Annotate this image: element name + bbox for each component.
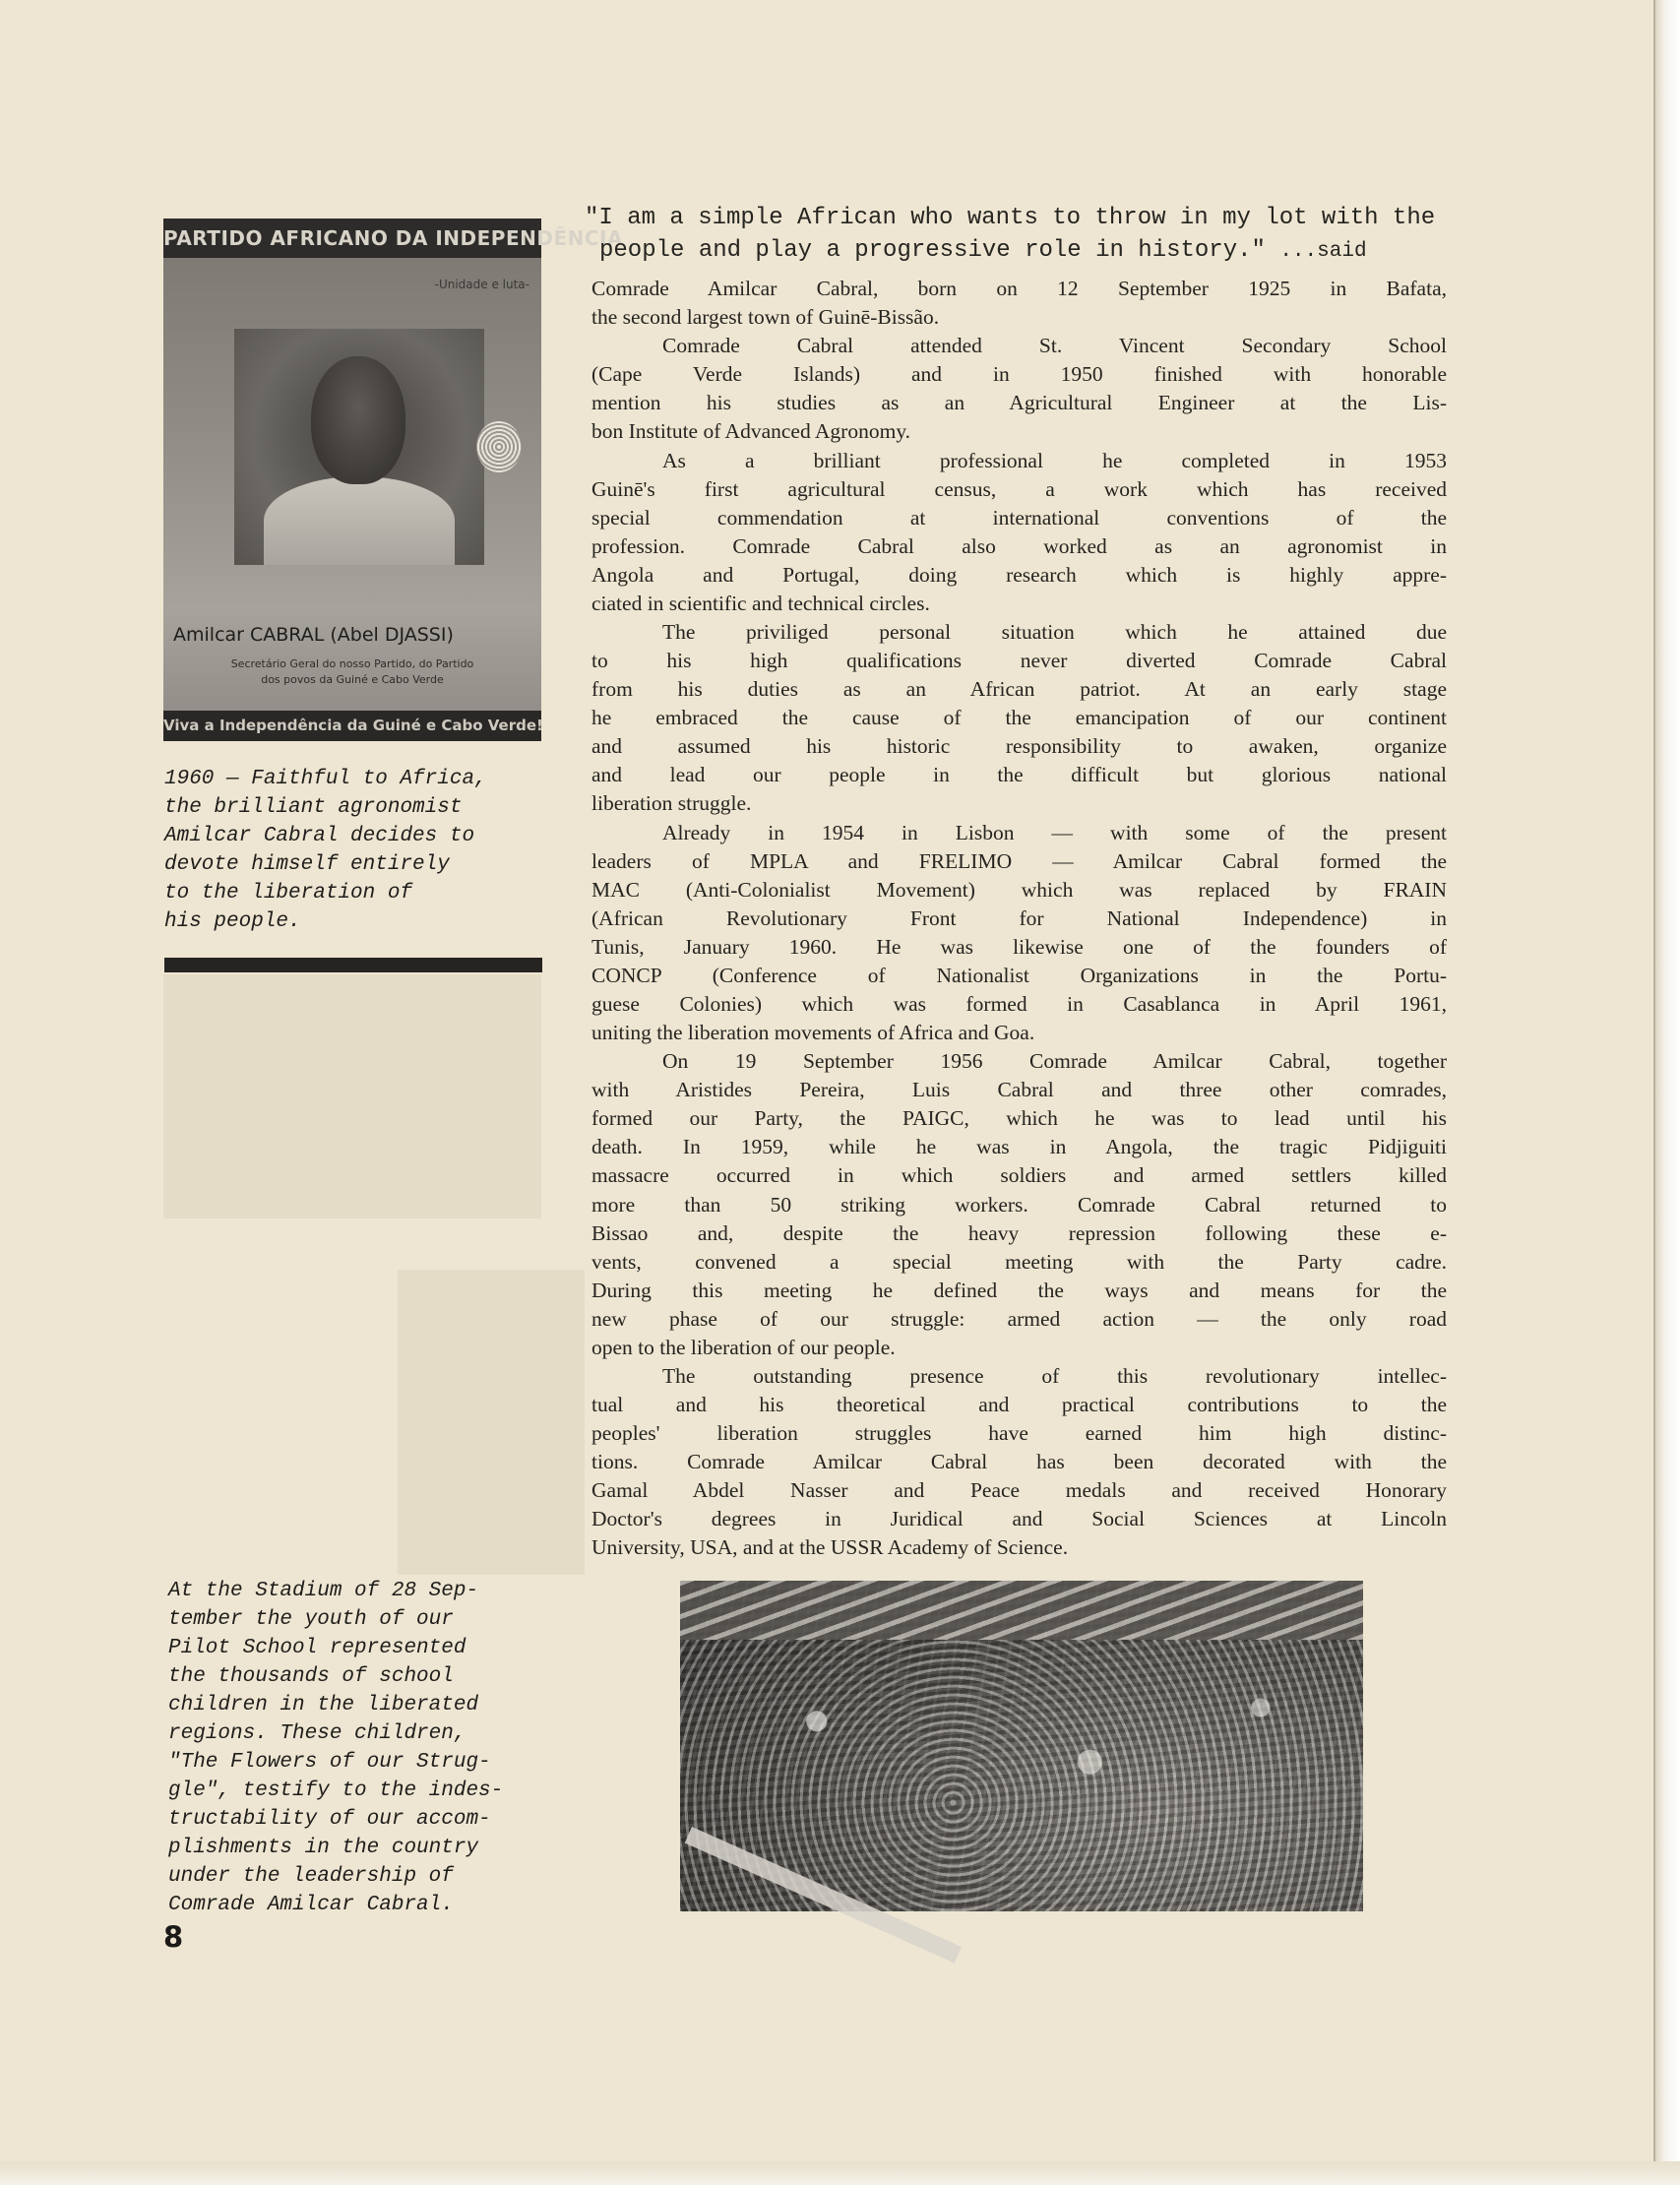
body-line: ciated in scientific and technical circles.	[591, 592, 930, 615]
body-line: massacre occurred in which soldiers and armed settlers killed	[591, 1163, 1447, 1187]
caption-bottom-line: regions. These children,	[168, 1722, 467, 1745]
body-line: the second largest town of Guinē-Bissão.	[591, 305, 940, 329]
body-line: As a brilliant professional he completed in 1953	[662, 449, 1447, 472]
body-line: formed our Party, the PAIGC, which he was to lead until his	[591, 1106, 1447, 1130]
page-number: 8	[163, 1920, 184, 1954]
body-line: vents, convened a special meeting with the Party cadre.	[591, 1250, 1447, 1274]
portrait-head	[311, 356, 405, 484]
body-line: tual and his theoretical and practical contributions to the	[591, 1393, 1447, 1416]
page-bottom-edge	[0, 2161, 1680, 2185]
caption-top-line: Amilcar Cabral decides to	[164, 825, 475, 847]
portrait-image	[234, 329, 484, 565]
caption-bottom-line: plishments in the country	[168, 1837, 479, 1859]
body-line: MAC (Anti-Colonialist Movement) which was replaced by FRAIN	[591, 878, 1447, 902]
body-line: death. In 1959, while he was in Angola, the tragic Pidjiguiti	[591, 1135, 1447, 1158]
portrait-shoulders	[264, 476, 455, 565]
poster-secretary-line-2: dos povos da Guiné e Cabo Verde	[261, 673, 444, 686]
body-line: Already in 1954 in Lisbon — with some of the present	[662, 821, 1447, 844]
caption-top-line: devote himself entirely	[164, 853, 450, 876]
body-line: and assumed his historic responsibility to awaken, organize	[591, 734, 1447, 758]
body-line: The priviliged personal situation which he attained due	[662, 620, 1447, 644]
body-line: During this meeting he defined the ways and means for the	[591, 1279, 1447, 1302]
body-line: to his high qualifications never diverted Comrade Cabral	[591, 649, 1447, 672]
bleed-through-block-middle	[398, 1270, 585, 1575]
caption-bottom-line: "The Flowers of our Strug-	[168, 1751, 491, 1774]
body-line: mention his studies as an Agricultural Engineer at the Lis-	[591, 391, 1447, 414]
quote-line-2	[599, 234, 1465, 268]
page-right-edge	[1653, 0, 1680, 2185]
quote-said: ...said	[1279, 240, 1367, 263]
section-rule	[164, 958, 542, 972]
body-line: The outstanding presence of this revolutionary intellec-	[662, 1364, 1447, 1388]
caption-bottom-line: Comrade Amilcar Cabral.	[168, 1894, 454, 1916]
caption-bottom-line: At the Stadium of 28 Sep-	[168, 1580, 479, 1602]
body-line: Comrade Amilcar Cabral, born on 12 September 1925 in Bafata,	[591, 277, 1447, 300]
body-line: Angola and Portugal, doing research which is highly appre-	[591, 563, 1447, 587]
poster-footer: Viva a Independência da Guiné e Cabo Verde!	[163, 711, 541, 741]
body-line: tions. Comrade Amilcar Cabral has been decorated with the	[591, 1450, 1447, 1473]
caption-bottom-line: children in the liberated	[168, 1694, 479, 1717]
caption-bottom-line: Pilot School represented	[168, 1637, 467, 1659]
caption-bottom-line: tember the youth of our	[168, 1608, 454, 1631]
body-line: from his duties as an African patriot. At an early stage	[591, 677, 1447, 701]
body-line: On 19 September 1956 Comrade Amilcar Cabral, together	[662, 1049, 1447, 1073]
body-line: peoples' liberation struggles have earned him high distinc-	[591, 1421, 1447, 1445]
caption-top-line: his people.	[164, 910, 301, 933]
body-line: profession. Comrade Cabral also worked as an agronomist in	[591, 534, 1447, 558]
body-line: open to the liberation of our people.	[591, 1336, 896, 1359]
poster-header: PARTIDO AFRICANO DA INDEPENDÊNCIA	[163, 218, 541, 258]
caption-top-line: to the liberation of	[164, 882, 413, 905]
stamp-seal	[476, 421, 522, 472]
body-line: (Cape Verde Islands) and in 1950 finished with honorable	[591, 362, 1447, 386]
body-line: Guinē's first agricultural census, a work which has received	[591, 477, 1447, 501]
body-line: Tunis, January 1960. He was likewise one of the founders of	[591, 935, 1447, 959]
body-line: Gamal Abdel Nasser and Peace medals and received Honorary	[591, 1478, 1447, 1502]
poster-secretary-line-1: Secretário Geral do nosso Partido, do Partido	[230, 657, 474, 670]
body-line: Bissao and, despite the heavy repression following these e-	[591, 1221, 1447, 1245]
body-line: more than 50 striking workers. Comrade Cabral returned to	[591, 1193, 1447, 1217]
body-line: University, USA, and at the USSR Academy of Science.	[591, 1535, 1069, 1559]
body-line: and lead our people in the difficult but glorious national	[591, 763, 1447, 786]
stadium-roof	[680, 1581, 1363, 1640]
body-line: with Aristides Pereira, Luis Cabral and three other comrades,	[591, 1078, 1447, 1101]
caption-bottom-line: the thousands of school	[168, 1665, 454, 1688]
quote-line-2-text: people and play a progressive role in history."	[599, 237, 1266, 264]
body-line: guese Colonies) which was formed in Casablanca in April 1961,	[591, 992, 1447, 1016]
caption-bottom-line: gle", testify to the indes-	[168, 1779, 504, 1802]
body-line: uniting the liberation movements of Africa and Goa.	[591, 1021, 1035, 1044]
caption-bottom-line: under the leadership of	[168, 1865, 454, 1888]
body-line: CONCP (Conference of Nationalist Organizations in the Portu-	[591, 964, 1447, 987]
caption-top-line: the brilliant agronomist	[164, 796, 463, 819]
bleed-through-block-left	[163, 974, 541, 1218]
body-line: leaders of MPLA and FRELIMO — Amilcar Cabral formed the	[591, 849, 1447, 873]
caption-top-line: 1960 — Faithful to Africa,	[164, 768, 487, 790]
stadium-crowd-photo	[680, 1581, 1363, 1911]
body-line: liberation struggle.	[591, 791, 752, 815]
body-line: new phase of our struggle: armed action — the only road	[591, 1307, 1447, 1331]
body-line: bon Institute of Advanced Agronomy.	[591, 419, 911, 443]
body-line: he embraced the cause of the emancipation of our continent	[591, 706, 1447, 729]
poster-subtitle: -Unidade e luta-	[434, 278, 529, 291]
body-line: Comrade Cabral attended St. Vincent Secondary School	[662, 334, 1447, 357]
body-line: special commendation at international conventions of the	[591, 506, 1447, 530]
poster-name: Amilcar CABRAL (Abel DJASSI)	[173, 624, 454, 646]
quote-line-1: "I am a simple African who wants to throw in my lot with the	[585, 205, 1436, 231]
caption-bottom-line: tructability of our accom-	[168, 1808, 491, 1831]
body-line: Doctor's degrees in Juridical and Social Sciences at Lincoln	[591, 1507, 1447, 1530]
body-line: (African Revolutionary Front for National Independence) in	[591, 906, 1447, 930]
cabral-poster-photo	[163, 218, 623, 741]
